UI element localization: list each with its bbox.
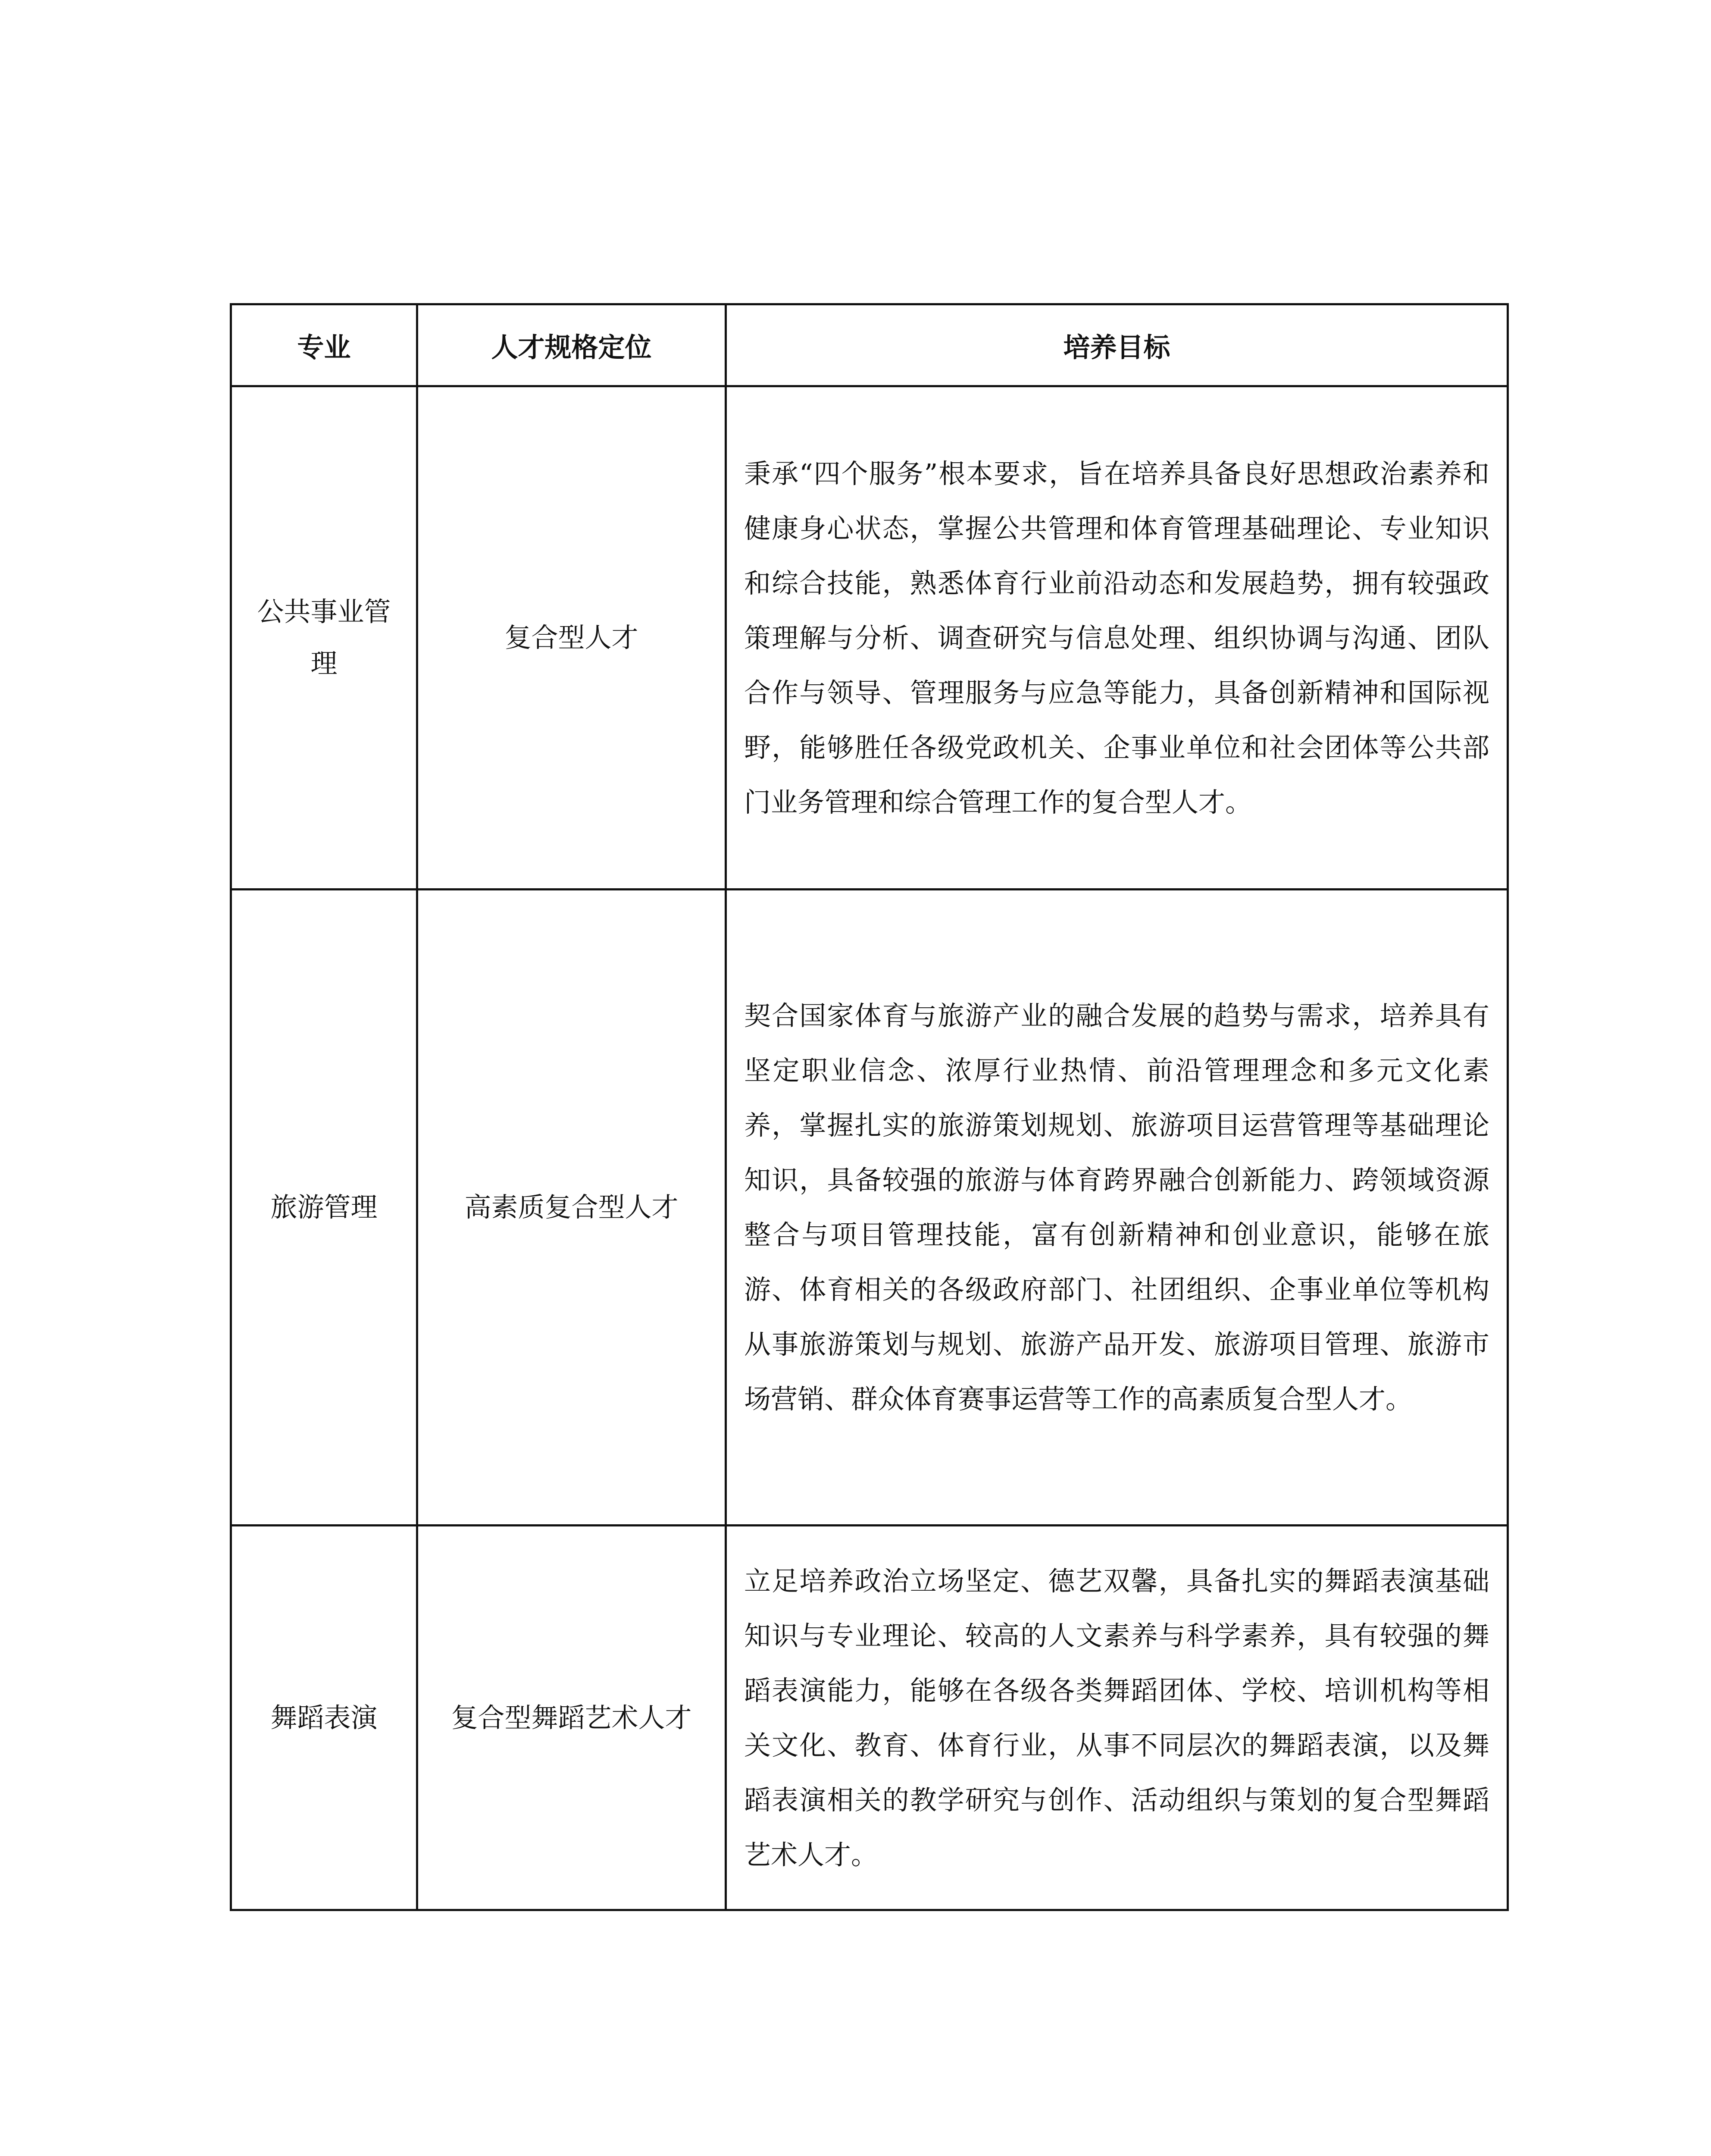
- goal-cell: 契合国家体育与旅游产业的融合发展的趋势与需求，培养具有坚定职业信念、浓厚行业热情、前沿管理理念和多元文化素养，掌握扎实的旅游策划规划、旅游项目运营管理等基础理论知识，具备较强的旅游与体育跨界融合创新能力、跨领域资源整合与项目管理技能，富有创新精神和创业意识，能够在旅游、体育相关的各级政府部门、社团组织、企事业单位等机构从事旅游策划与规划、旅游产品开发、旅游项目管理、旅游市场营销、群众体育赛事运营等工作的高素质复合型人才。: [726, 890, 1508, 1526]
- table-row: [231, 386, 1508, 890]
- positioning-cell: 复合型舞蹈艺术人才: [417, 1526, 726, 1910]
- table-row: [231, 890, 1508, 1526]
- header-goal: 培养目标: [726, 304, 1508, 386]
- positioning-cell: 高素质复合型人才: [417, 890, 726, 1526]
- header-positioning: 人才规格定位: [417, 304, 726, 386]
- talent-training-table: [230, 303, 1509, 1911]
- major-cell: 舞蹈表演: [231, 1526, 417, 1910]
- goal-cell: 秉承“四个服务”根本要求，旨在培养具备良好思想政治素养和健康身心状态，掌握公共管理和体育管理基础理论、专业知识和综合技能，熟悉体育行业前沿动态和发展趋势，拥有较强政策理解与分析、调查研究与信息处理、组织协调与沟通、团队合作与领导、管理服务与应急等能力，具备创新精神和国际视野，能够胜任各级党政机关、企事业单位和社会团体等公共部门业务管理和综合管理工作的复合型人才。: [726, 386, 1508, 890]
- goal-cell: 立足培养政治立场坚定、德艺双馨，具备扎实的舞蹈表演基础知识与专业理论、较高的人文素养与科学素养，具有较强的舞蹈表演能力，能够在各级各类舞蹈团体、学校、培训机构等相关文化、教育、体育行业，从事不同层次的舞蹈表演，以及舞蹈表演相关的教学研究与创作、活动组织与策划的复合型舞蹈艺术人才。: [726, 1526, 1508, 1910]
- header-major: 专业: [231, 304, 417, 386]
- major-cell: 公共事业管理: [231, 386, 417, 890]
- major-cell: 旅游管理: [231, 890, 417, 1526]
- table-row: [231, 1526, 1508, 1910]
- talent-training-table-container: [230, 303, 1507, 1911]
- table-header-row: [231, 304, 1508, 386]
- positioning-cell: 复合型人才: [417, 386, 726, 890]
